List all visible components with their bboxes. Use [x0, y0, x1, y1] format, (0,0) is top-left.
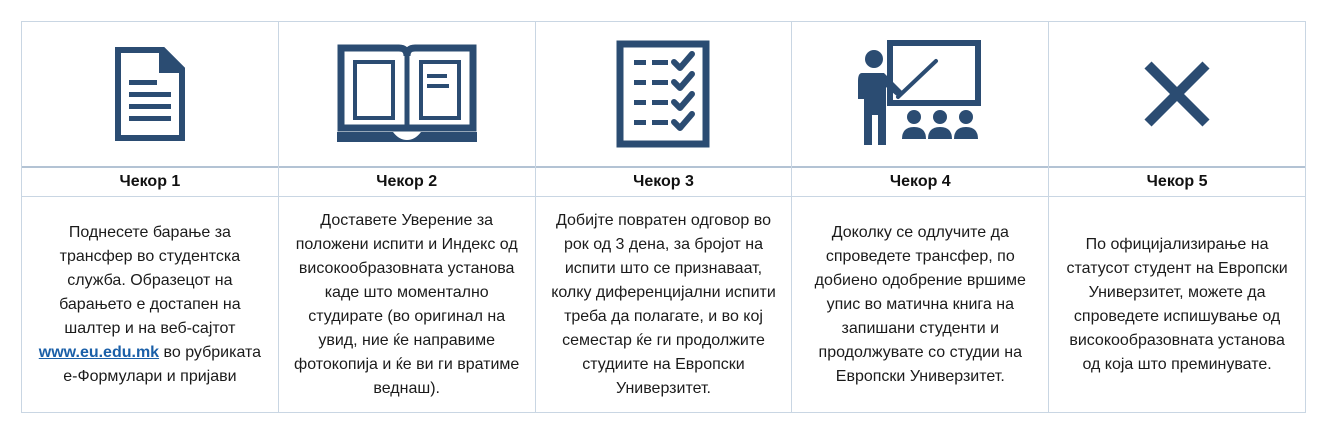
teacher-presentation-icon: [856, 39, 984, 149]
step-column-5: [1049, 22, 1305, 412]
step-3-text: Добијте повратен одговор во рок од 3 дена, за бројот на испити што се признаваат, колку диференцијални испити треба да полагате, и во кој семестар ќе ги продолжите студиите на Европски Универзитет.: [551, 211, 776, 397]
step-1-text-after: во рубриката е-Формулари и пријави: [63, 343, 262, 385]
step-2-title: Чекор 2: [279, 168, 535, 197]
step-column-1: [22, 22, 279, 412]
step-4-icon-cell: [792, 22, 1048, 168]
step-2-text: Доставете Уверение за положени испити и Индекс од високообразовната установа каде што моментално студирате (во оригинал на увид, ние ќе направиме фотокопија и ќе ви ги вратиме веднаш).: [294, 211, 520, 397]
steps-table: [21, 21, 1306, 413]
step-1-title: Чекор 1: [22, 168, 278, 197]
checklist-icon: [616, 40, 710, 148]
document-icon: [115, 47, 185, 141]
step-5-text: По официјализирање на статусот студент на Европски Универзитет, можете да спроведете испишување од високообразовната установа од која што преминувате.: [1066, 235, 1288, 373]
step-column-3: [536, 22, 793, 412]
step-2-icon-cell: [279, 22, 535, 168]
step-column-2: [279, 22, 536, 412]
step-5-title: Чекор 5: [1049, 168, 1305, 197]
step-column-4: [792, 22, 1049, 412]
step-1-text-before: Поднесете барање за трансфер во студентска служба. Образецот на барањето е достапен на шалтер и на веб-сајтот: [59, 223, 241, 337]
step-4-text: Доколку се одлучите да спроведете трансфер, по добиено одобрение вршиме упис во матична книга на запишани студенти и продолжувате со студии на Европски Универзитет.: [814, 223, 1026, 385]
step-1-icon-cell: [22, 22, 278, 168]
step-3-title: Чекор 3: [536, 168, 792, 197]
step-1-text: [22, 197, 278, 412]
step-3-icon-cell: [536, 22, 792, 168]
step-4-title: Чекор 4: [792, 168, 1048, 197]
cross-icon: [1142, 59, 1212, 129]
website-link[interactable]: www.eu.edu.mk: [38, 343, 160, 361]
open-book-icon: [337, 42, 477, 146]
step-5-icon-cell: [1049, 22, 1305, 168]
